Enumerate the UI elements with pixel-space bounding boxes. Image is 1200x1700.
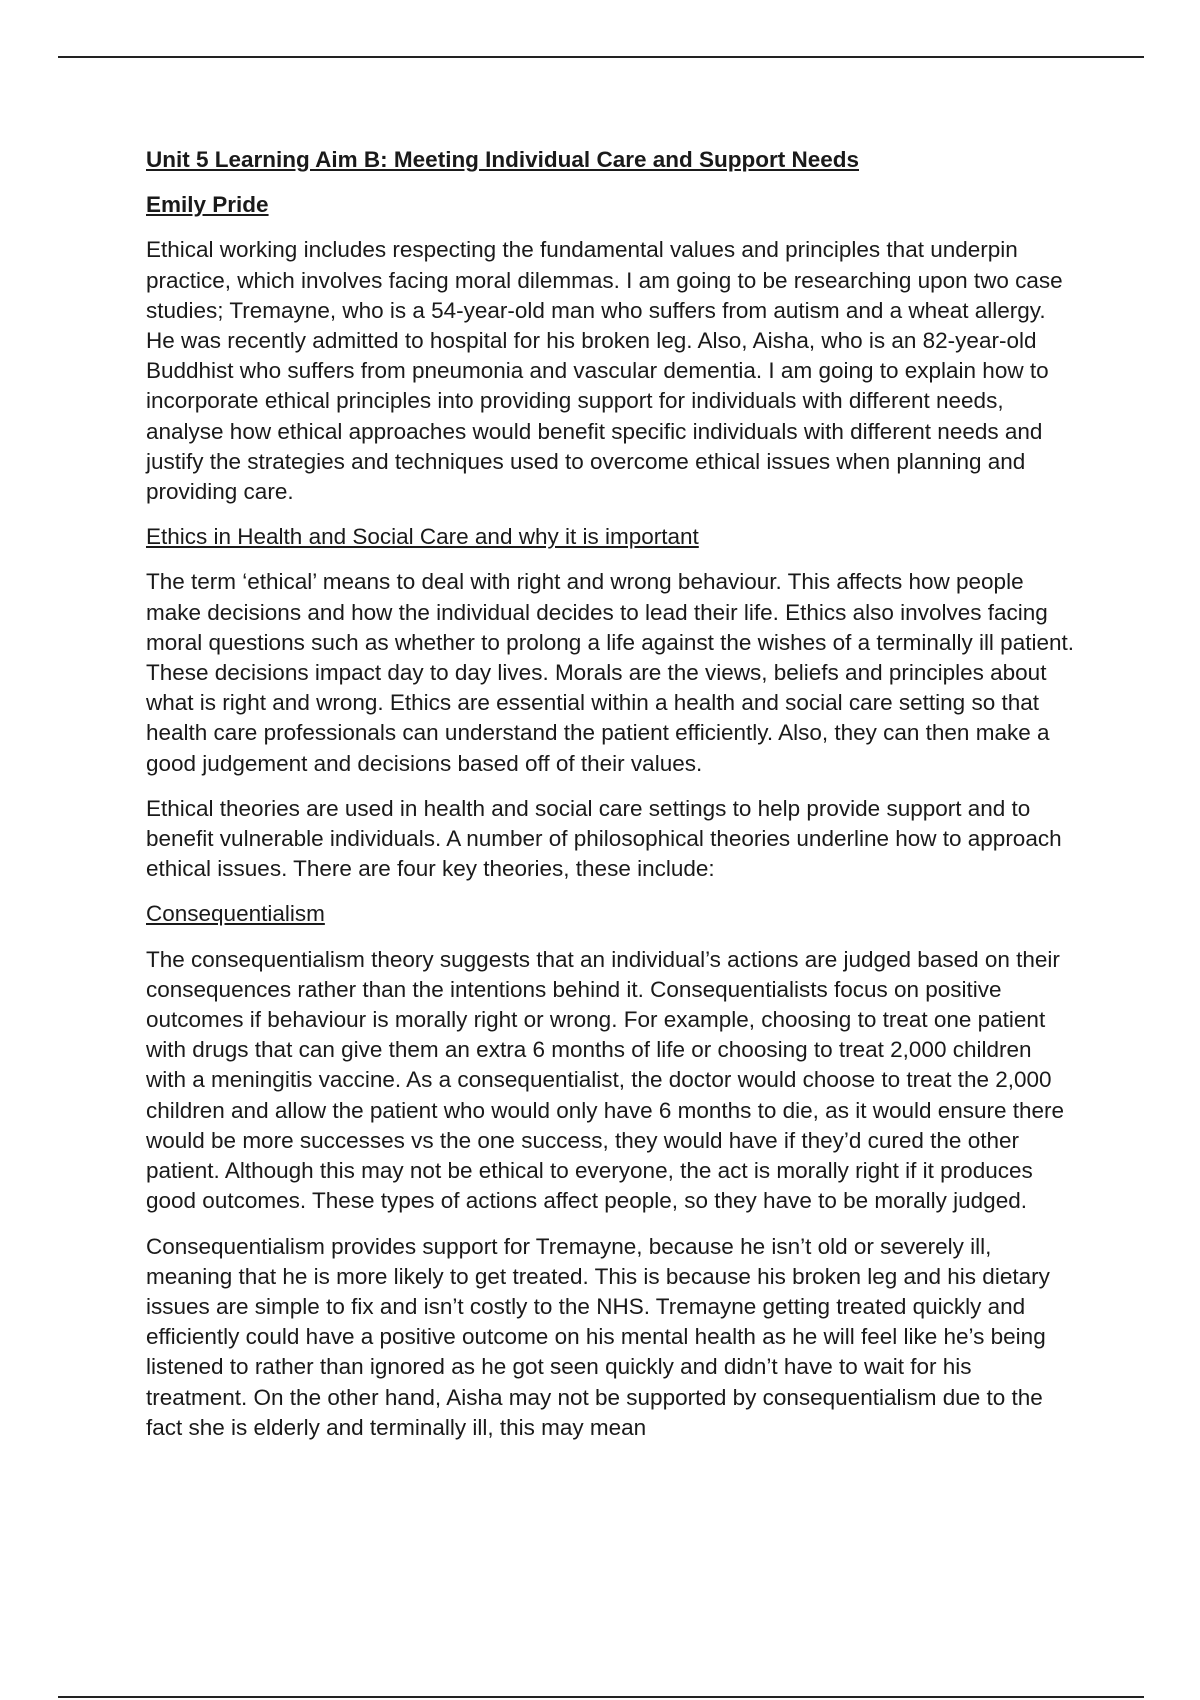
ethics-paragraph-2: Ethical theories are used in health and social care settings to help provide support and to benefit vulnerable individuals. A number of philosophical theories underline how to approach ethical issues. There are four key theories, these include: bbox=[146, 795, 1062, 882]
author-name: Emily Pride bbox=[146, 192, 269, 218]
consequentialism-paragraph-2: Consequentialism provides support for Tremayne, because he isn’t old or severely ill, meaning that he is more likely to get treated. This is because his broken leg and his dietary issues are simple to fix and isn’t costly to the NHS. Tremayne getting treated quickly and efficiently could have a positive outcome on his mental health as he will feel like he’s being listened to rather than ignored as he got seen quickly and didn’t have to wait for his treatment. On the other hand, Aisha may not be supported by consequentialism due to the fact she is elderly and terminally ill, this may mean bbox=[146, 1233, 1050, 1440]
section-heading-ethics: Ethics in Health and Social Care and why it is important bbox=[146, 524, 699, 550]
document-body bbox=[146, 145, 1076, 1458]
consequentialism-paragraph-1: The consequentialism theory suggests that an individual’s actions are judged based on their consequences rather than the intentions behind it. Consequentialists focus on positive outcomes if behaviour is morally right or wrong. For example, choosing to treat one patient with drugs that can give them an extra 6 months of life or choosing to treat 2,000 children with a meningitis vaccine. As a consequentialist, the doctor would choose to treat the 2,000 children and allow the patient who would only have 6 months to die, as it would ensure there would be more successes vs the one success, they would have if they’d cured the other patient. Although this may not be ethical to everyone, the act is morally right if it produces good outcomes. These types of actions affect people, so they have to be morally judged. bbox=[146, 946, 1065, 1214]
intro-paragraph: Ethical working includes respecting the fundamental values and principles that underpin practice, which involves facing moral dilemmas. I am going to be researching upon two case studies; Tremayne, who is a 54-year-old man who suffers from autism and a wheat allergy. He was recently admitted to hospital for his broken leg. Also, Aisha, who is an 82-year-old Buddhist who suffers from pneumonia and vascular dementia. I am going to explain how to incorporate ethical principles into providing support for individuals with different needs, analyse how ethical approaches would benefit specific individuals with different needs and justify the strategies and techniques used to overcome ethical issues when planning and providing care. bbox=[146, 237, 1063, 505]
page-bottom-rule bbox=[58, 1696, 1144, 1698]
page-top-rule bbox=[58, 56, 1144, 58]
section-heading-consequentialism: Consequentialism bbox=[146, 901, 325, 927]
ethics-paragraph-1: The term ‘ethical’ means to deal with right and wrong behaviour. This affects how people make decisions and how the individual decides to lead their life. Ethics also involves facing moral questions such as whether to prolong a life against the wishes of a terminally ill patient. These decisions impact day to day lives. Morals are the views, beliefs and principles about what is right and wrong. Ethics are essential within a health and social care setting so that health care professionals can understand the patient efficiently. Also, they can then make a good judgement and decisions based off of their values. bbox=[146, 569, 1074, 776]
document-title: Unit 5 Learning Aim B: Meeting Individual Care and Support Needs bbox=[146, 147, 859, 172]
